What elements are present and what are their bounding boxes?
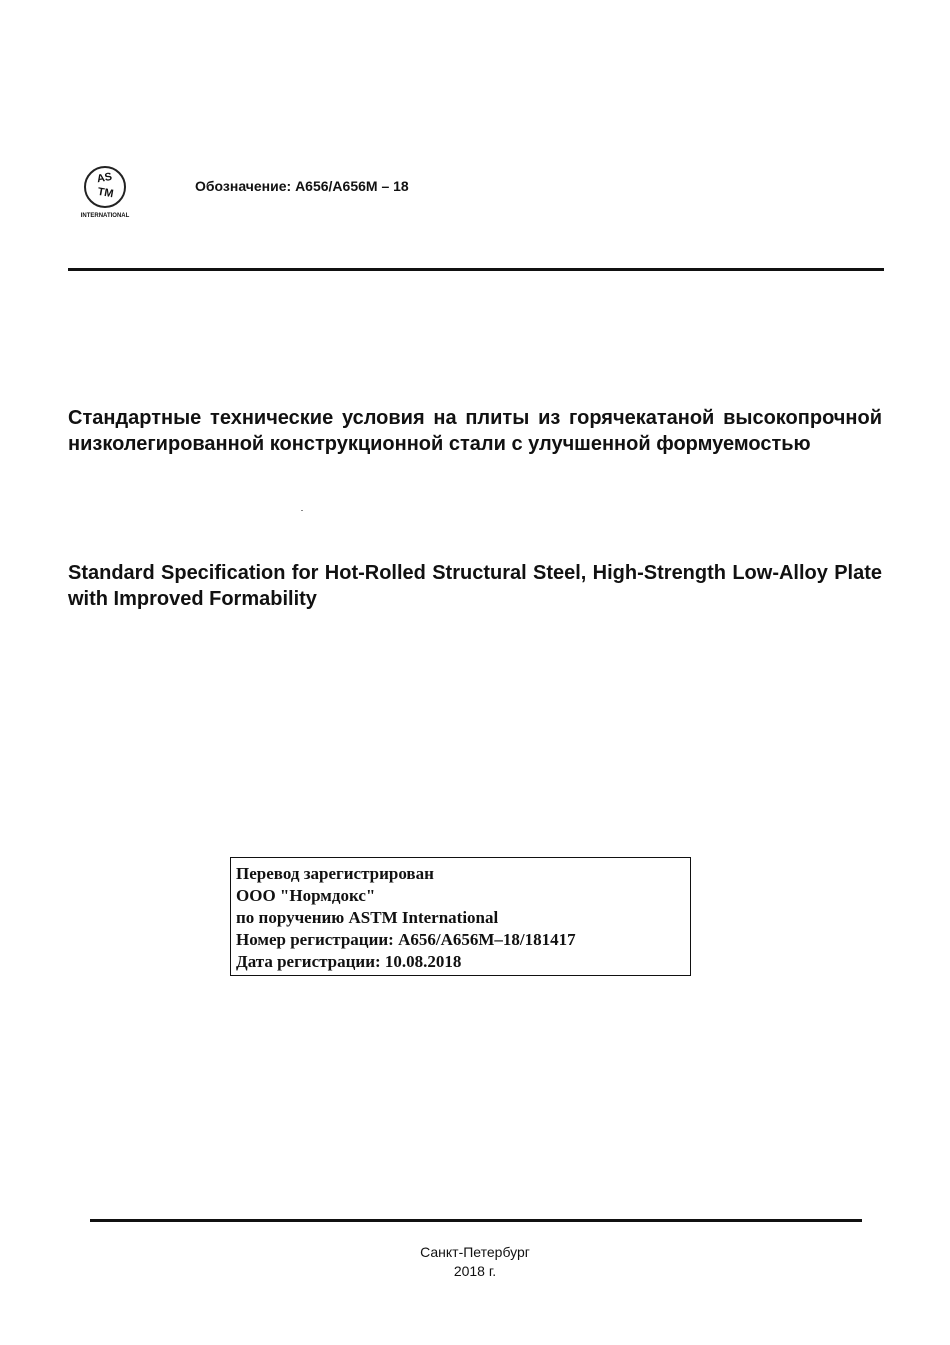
registration-number: Номер регистрации: A656/A656M–18/181417 bbox=[236, 930, 576, 949]
registration-line: Перевод зарегистрирован bbox=[236, 864, 434, 883]
footer-city: Санкт-Петербург bbox=[420, 1244, 530, 1260]
header-divider bbox=[68, 268, 884, 271]
svg-text:TM: TM bbox=[96, 185, 115, 201]
registration-company: ООО "Нормдокс" bbox=[236, 886, 376, 905]
astm-logo bbox=[78, 163, 132, 221]
title-english: Standard Specification for Hot-Rolled Structural Steel, High-Strength Low-Alloy Plate with Improved Formability bbox=[68, 562, 882, 610]
registration-box bbox=[230, 857, 691, 976]
svg-text:AS: AS bbox=[95, 170, 114, 186]
registration-date: Дата регистрации: 10.08.2018 bbox=[236, 952, 462, 971]
registration-behalf: по поручению ASTM International bbox=[236, 908, 499, 927]
footer-year: 2018 г. bbox=[453, 1263, 497, 1279]
svg-text:INTERNATIONAL: INTERNATIONAL bbox=[80, 213, 130, 219]
footer bbox=[0, 1243, 950, 1281]
document-designation: Обозначение: A656/A656M – 18 bbox=[195, 178, 409, 194]
footer-divider bbox=[90, 1219, 862, 1222]
title-russian: Стандартные технические условия на плиты из горячекатаной высокопрочной низколегированной конструкционной стали с улучшенной формуемостью bbox=[68, 407, 882, 455]
stray-mark bbox=[301, 510, 303, 511]
